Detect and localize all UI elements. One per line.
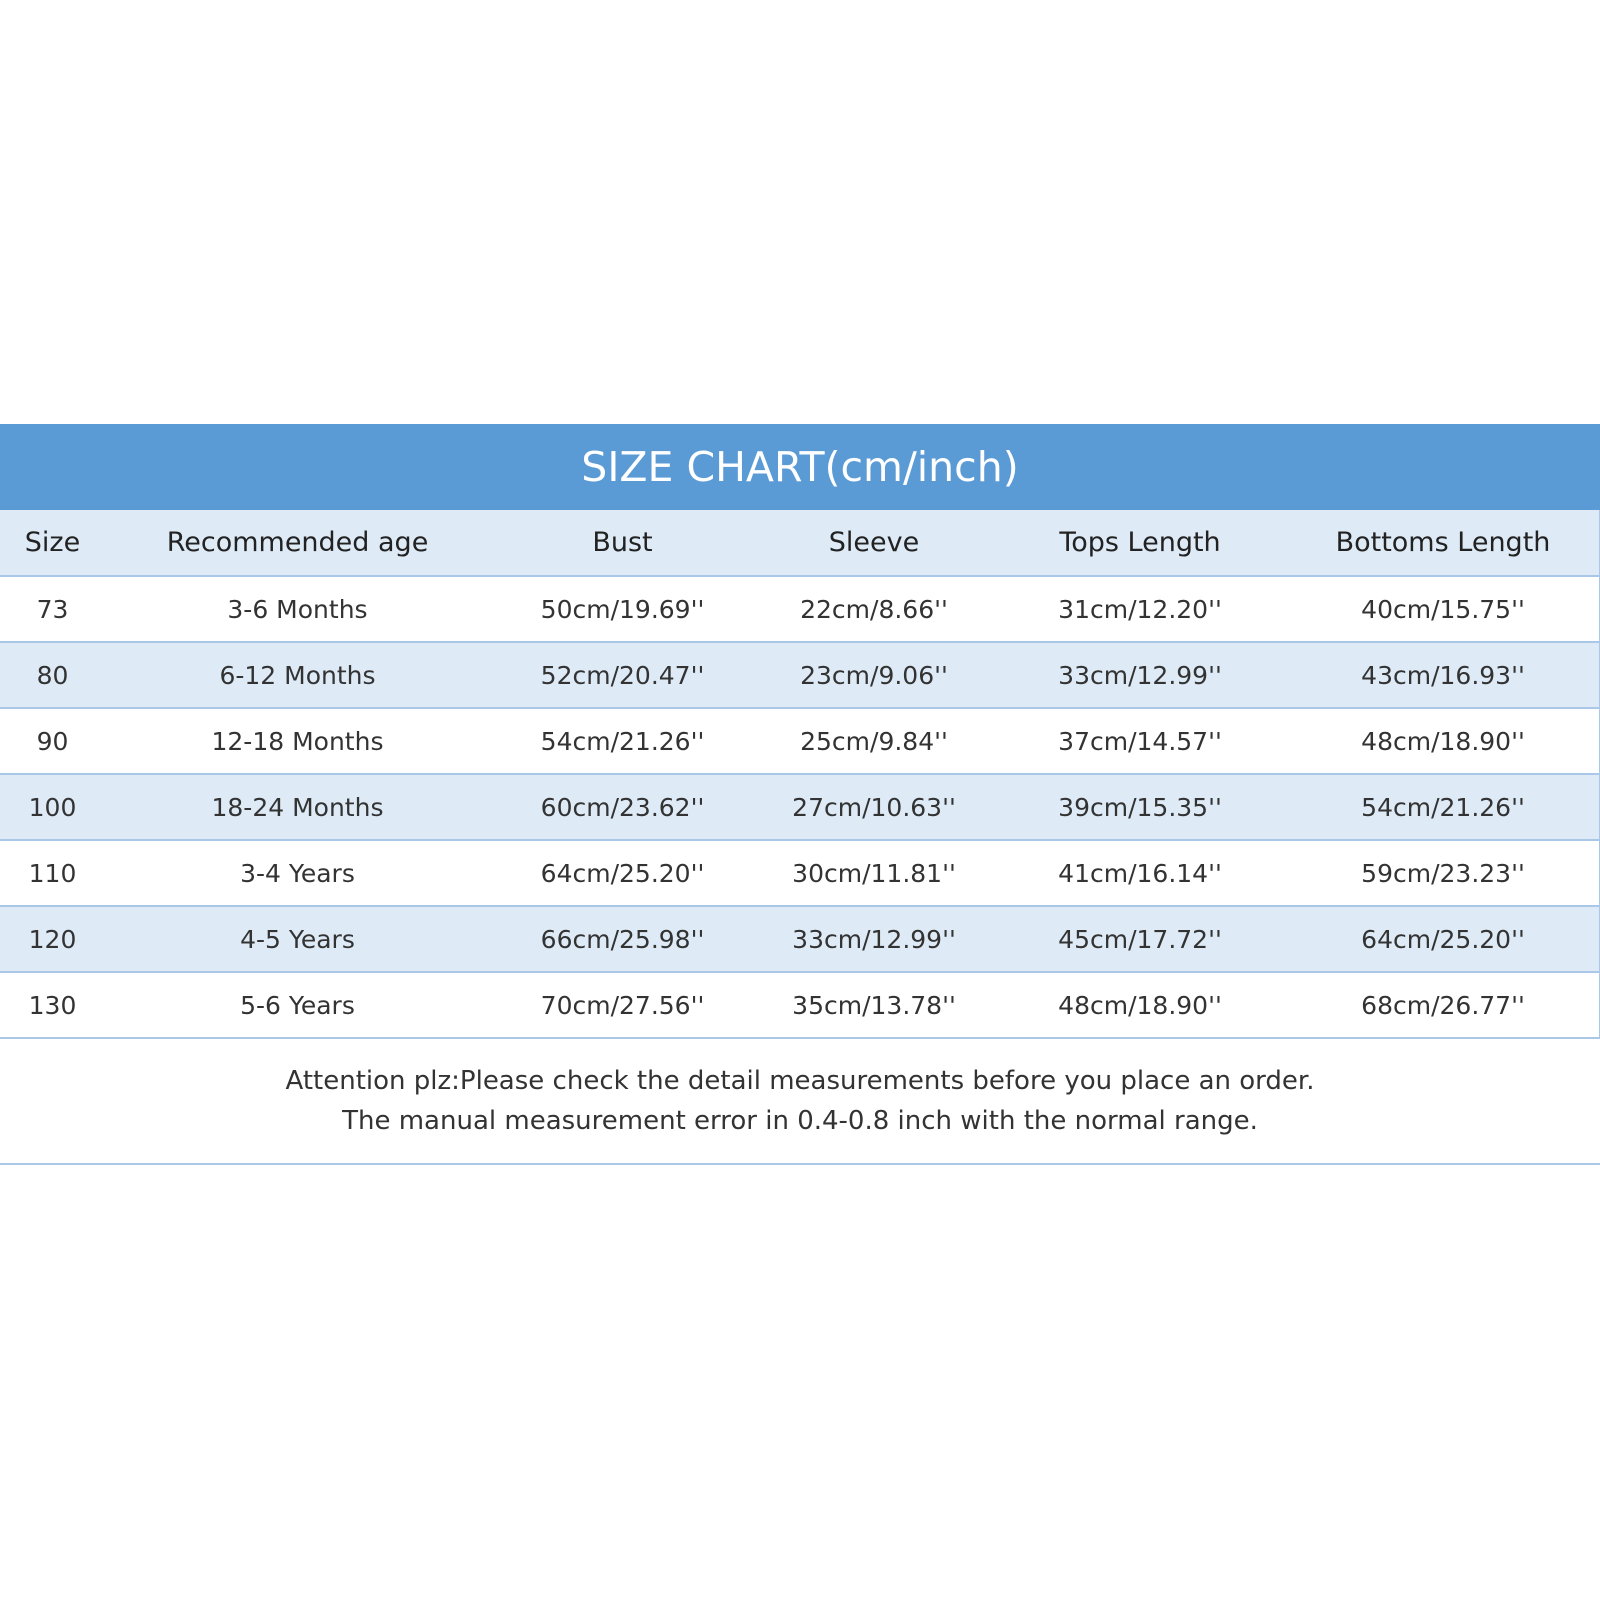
header-recommended-age: Recommended age <box>166 527 429 558</box>
chart-title-bar <box>0 424 1600 510</box>
cell-tops-length: 31cm/12.20'' <box>1058 594 1222 624</box>
cell-bust: 66cm/25.98'' <box>540 924 705 954</box>
size-chart <box>0 424 1600 1165</box>
cell-sleeve: 35cm/13.78'' <box>792 990 956 1020</box>
cell-bottoms-length: 64cm/25.20'' <box>1361 924 1525 954</box>
cell-age: 12-18 Months <box>211 726 384 756</box>
cell-bottoms-length: 48cm/18.90'' <box>1361 726 1525 756</box>
cell-bust: 70cm/27.56'' <box>540 990 705 1020</box>
table-row <box>0 642 1600 708</box>
cell-size: 73 <box>36 594 69 624</box>
cell-bottoms-length: 68cm/26.77'' <box>1361 990 1525 1020</box>
table-row <box>0 774 1600 840</box>
cell-sleeve: 23cm/9.06'' <box>800 660 948 690</box>
cell-age: 18-24 Months <box>211 792 384 822</box>
table-row <box>0 840 1600 906</box>
cell-bottoms-length: 59cm/23.23'' <box>1361 858 1525 888</box>
size-table <box>0 510 1600 1039</box>
table-header-row <box>0 510 1600 576</box>
cell-size: 120 <box>28 924 77 954</box>
cell-sleeve: 27cm/10.63'' <box>792 792 956 822</box>
cell-age: 3-6 Months <box>227 594 368 624</box>
cell-bust: 64cm/25.20'' <box>540 858 705 888</box>
cell-tops-length: 45cm/17.72'' <box>1058 924 1222 954</box>
header-size: Size <box>24 527 81 558</box>
header-bottoms-length: Bottoms Length <box>1335 527 1551 558</box>
cell-sleeve: 33cm/12.99'' <box>792 924 956 954</box>
cell-bust: 52cm/20.47'' <box>540 660 705 690</box>
cell-tops-length: 48cm/18.90'' <box>1058 990 1222 1020</box>
table-row <box>0 906 1600 972</box>
note-line-1: Attention plz:Please check the detail measurements before you place an order. <box>285 1066 1315 1096</box>
cell-sleeve: 30cm/11.81'' <box>792 858 956 888</box>
cell-bottoms-length: 43cm/16.93'' <box>1361 660 1525 690</box>
cell-size: 130 <box>28 990 77 1020</box>
cell-tops-length: 39cm/15.35'' <box>1058 792 1222 822</box>
cell-tops-length: 41cm/16.14'' <box>1058 858 1222 888</box>
cell-size: 80 <box>36 660 69 690</box>
measurement-note <box>0 1039 1600 1165</box>
header-bust: Bust <box>592 527 653 558</box>
header-tops-length: Tops Length <box>1059 527 1221 558</box>
chart-title: SIZE CHART(cm/inch) <box>581 443 1019 491</box>
note-line-2: The manual measurement error in 0.4-0.8 inch with the normal range. <box>342 1106 1258 1136</box>
cell-age: 4-5 Years <box>240 924 355 954</box>
cell-size: 110 <box>28 858 77 888</box>
cell-age: 5-6 Years <box>240 990 355 1020</box>
table-row <box>0 576 1600 642</box>
cell-bottoms-length: 40cm/15.75'' <box>1361 594 1525 624</box>
cell-size: 90 <box>36 726 69 756</box>
cell-bust: 50cm/19.69'' <box>540 594 705 624</box>
table-row <box>0 972 1600 1038</box>
cell-bust: 60cm/23.62'' <box>540 792 705 822</box>
cell-sleeve: 25cm/9.84'' <box>800 726 948 756</box>
cell-size: 100 <box>28 792 77 822</box>
header-sleeve: Sleeve <box>828 527 920 558</box>
cell-tops-length: 37cm/14.57'' <box>1058 726 1222 756</box>
cell-age: 3-4 Years <box>240 858 355 888</box>
cell-bust: 54cm/21.26'' <box>540 726 705 756</box>
table-row <box>0 708 1600 774</box>
cell-bottoms-length: 54cm/21.26'' <box>1361 792 1525 822</box>
cell-tops-length: 33cm/12.99'' <box>1058 660 1222 690</box>
cell-sleeve: 22cm/8.66'' <box>800 594 948 624</box>
cell-age: 6-12 Months <box>219 660 376 690</box>
